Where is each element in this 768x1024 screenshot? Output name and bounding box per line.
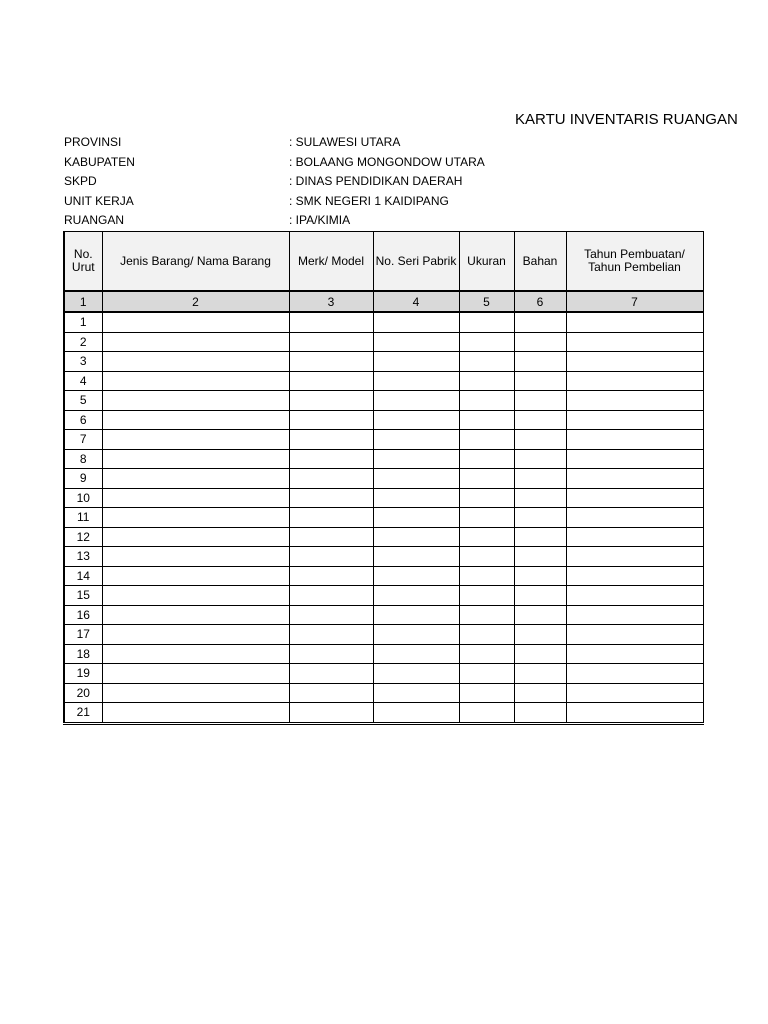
table-cell bbox=[514, 586, 566, 606]
table-cell bbox=[373, 703, 459, 724]
column-number-row bbox=[64, 291, 703, 312]
table-cell bbox=[289, 449, 373, 469]
info-value: : BOLAANG MONGONDOW UTARA bbox=[289, 154, 485, 169]
table-cell bbox=[102, 410, 289, 430]
table-cell bbox=[514, 449, 566, 469]
table-cell bbox=[373, 410, 459, 430]
table-cell bbox=[289, 430, 373, 450]
table-cell bbox=[459, 586, 514, 606]
info-label: RUANGAN bbox=[64, 213, 125, 228]
inventory-table-container bbox=[63, 231, 702, 725]
table-cell bbox=[566, 644, 703, 664]
table-cell bbox=[459, 566, 514, 586]
table-cell bbox=[459, 644, 514, 664]
table-cell bbox=[102, 703, 289, 724]
table-cell bbox=[514, 312, 566, 332]
table-cell bbox=[289, 683, 373, 703]
row-number-cell: 2 bbox=[64, 332, 102, 352]
table-cell bbox=[289, 547, 373, 567]
column-number: 3 bbox=[289, 291, 373, 312]
table-cell bbox=[566, 703, 703, 724]
table-cell bbox=[373, 488, 459, 508]
info-label: KABUPATEN bbox=[64, 154, 135, 169]
table-row bbox=[64, 625, 703, 645]
table-row bbox=[64, 683, 703, 703]
table-cell bbox=[459, 625, 514, 645]
header-row bbox=[64, 232, 703, 292]
table-cell bbox=[373, 371, 459, 391]
table-cell bbox=[514, 703, 566, 724]
row-number-cell: 18 bbox=[64, 644, 102, 664]
row-number-cell: 16 bbox=[64, 605, 102, 625]
table-cell bbox=[289, 332, 373, 352]
table-cell bbox=[102, 430, 289, 450]
table-cell bbox=[566, 430, 703, 450]
table-cell bbox=[373, 683, 459, 703]
table-cell bbox=[102, 508, 289, 528]
table-cell bbox=[102, 683, 289, 703]
table-cell bbox=[459, 410, 514, 430]
table-row bbox=[64, 449, 703, 469]
table-row bbox=[64, 586, 703, 606]
table-cell bbox=[373, 547, 459, 567]
table-cell bbox=[289, 625, 373, 645]
table-cell bbox=[514, 391, 566, 411]
table-cell bbox=[102, 352, 289, 372]
row-number-cell: 17 bbox=[64, 625, 102, 645]
table-cell bbox=[459, 352, 514, 372]
table-cell bbox=[459, 703, 514, 724]
info-label: SKPD bbox=[64, 174, 97, 189]
table-cell bbox=[514, 605, 566, 625]
table-cell bbox=[514, 508, 566, 528]
table-cell bbox=[289, 586, 373, 606]
column-header-tahun: Tahun Pembuatan/ Tahun Pembelian bbox=[566, 232, 703, 292]
table-cell bbox=[373, 605, 459, 625]
table-row bbox=[64, 488, 703, 508]
table-cell bbox=[514, 430, 566, 450]
column-header-no-urut: No. Urut bbox=[64, 232, 102, 292]
table-row bbox=[64, 312, 703, 332]
table-cell bbox=[514, 352, 566, 372]
table-cell bbox=[459, 391, 514, 411]
column-number: 6 bbox=[514, 291, 566, 312]
table-cell bbox=[514, 547, 566, 567]
table-cell bbox=[102, 488, 289, 508]
table-cell bbox=[373, 566, 459, 586]
table-cell bbox=[373, 430, 459, 450]
table-cell bbox=[373, 332, 459, 352]
column-header-jenis-barang: Jenis Barang/ Nama Barang bbox=[102, 232, 289, 292]
info-value: : IPA/KIMIA bbox=[289, 213, 351, 228]
table-cell bbox=[459, 371, 514, 391]
table-cell bbox=[102, 605, 289, 625]
table-cell bbox=[289, 371, 373, 391]
table-row bbox=[64, 508, 703, 528]
table-cell bbox=[566, 488, 703, 508]
table-cell bbox=[566, 410, 703, 430]
table-cell bbox=[102, 586, 289, 606]
table-cell bbox=[566, 625, 703, 645]
table-cell bbox=[459, 488, 514, 508]
table-cell bbox=[102, 469, 289, 489]
table-cell bbox=[514, 469, 566, 489]
table-cell bbox=[459, 605, 514, 625]
column-number: 2 bbox=[102, 291, 289, 312]
table-cell bbox=[566, 391, 703, 411]
table-cell bbox=[459, 508, 514, 528]
row-number-cell: 10 bbox=[64, 488, 102, 508]
table-cell bbox=[289, 527, 373, 547]
column-number: 1 bbox=[64, 291, 102, 312]
column-number: 4 bbox=[373, 291, 459, 312]
table-cell bbox=[514, 332, 566, 352]
table-cell bbox=[289, 312, 373, 332]
row-number-cell: 4 bbox=[64, 371, 102, 391]
row-number-cell: 15 bbox=[64, 586, 102, 606]
table-row bbox=[64, 352, 703, 372]
table-row bbox=[64, 410, 703, 430]
table-cell bbox=[566, 547, 703, 567]
table-cell bbox=[566, 352, 703, 372]
table-cell bbox=[459, 430, 514, 450]
table-cell bbox=[566, 449, 703, 469]
table-cell bbox=[459, 527, 514, 547]
table-cell bbox=[289, 488, 373, 508]
table-cell bbox=[373, 391, 459, 411]
row-number-cell: 19 bbox=[64, 664, 102, 684]
column-header-merk-model: Merk/ Model bbox=[289, 232, 373, 292]
row-number-cell: 14 bbox=[64, 566, 102, 586]
table-cell bbox=[289, 644, 373, 664]
row-number-cell: 11 bbox=[64, 508, 102, 528]
table-cell bbox=[102, 449, 289, 469]
table-cell bbox=[373, 508, 459, 528]
row-number-cell: 7 bbox=[64, 430, 102, 450]
row-number-cell: 5 bbox=[64, 391, 102, 411]
table-cell bbox=[514, 410, 566, 430]
table-cell bbox=[373, 449, 459, 469]
row-number-cell: 3 bbox=[64, 352, 102, 372]
table-row bbox=[64, 527, 703, 547]
table-row bbox=[64, 391, 703, 411]
table-cell bbox=[373, 352, 459, 372]
table-cell bbox=[459, 683, 514, 703]
table-cell bbox=[459, 547, 514, 567]
table-cell bbox=[102, 566, 289, 586]
table-cell bbox=[566, 527, 703, 547]
table-cell bbox=[289, 352, 373, 372]
table-row bbox=[64, 566, 703, 586]
row-number-cell: 1 bbox=[64, 312, 102, 332]
table-cell bbox=[514, 527, 566, 547]
table-row bbox=[64, 605, 703, 625]
table-cell bbox=[566, 371, 703, 391]
table-cell bbox=[102, 371, 289, 391]
table-cell bbox=[514, 664, 566, 684]
table-cell bbox=[289, 605, 373, 625]
table-cell bbox=[566, 508, 703, 528]
table-cell bbox=[459, 469, 514, 489]
table-cell bbox=[373, 469, 459, 489]
table-cell bbox=[514, 566, 566, 586]
table-cell bbox=[289, 508, 373, 528]
table-cell bbox=[566, 664, 703, 684]
table-cell bbox=[289, 664, 373, 684]
table-cell bbox=[514, 488, 566, 508]
info-label: UNIT KERJA bbox=[64, 193, 134, 208]
document-title: KARTU INVENTARIS RUANGAN bbox=[515, 111, 738, 128]
table-row bbox=[64, 644, 703, 664]
column-header-ukuran: Ukuran bbox=[459, 232, 514, 292]
table-cell bbox=[373, 664, 459, 684]
table-cell bbox=[373, 586, 459, 606]
table-cell bbox=[289, 410, 373, 430]
table-cell bbox=[373, 527, 459, 547]
table-row bbox=[64, 703, 703, 724]
table-cell bbox=[459, 332, 514, 352]
table-row bbox=[64, 664, 703, 684]
row-number-cell: 21 bbox=[64, 703, 102, 724]
table-cell bbox=[514, 371, 566, 391]
table-cell bbox=[373, 312, 459, 332]
table-row bbox=[64, 371, 703, 391]
table-cell bbox=[566, 469, 703, 489]
column-number: 5 bbox=[459, 291, 514, 312]
info-value: : SMK NEGERI 1 KAIDIPANG bbox=[289, 193, 449, 208]
table-cell bbox=[514, 625, 566, 645]
table-cell bbox=[102, 312, 289, 332]
column-number: 7 bbox=[566, 291, 703, 312]
table-cell bbox=[102, 644, 289, 664]
table-cell bbox=[102, 391, 289, 411]
row-number-cell: 20 bbox=[64, 683, 102, 703]
table-cell bbox=[373, 644, 459, 664]
info-label: PROVINSI bbox=[64, 135, 122, 149]
table-cell bbox=[459, 664, 514, 684]
table-cell bbox=[514, 644, 566, 664]
info-value: : DINAS PENDIDIKAN DAERAH bbox=[289, 174, 463, 189]
table-cell bbox=[566, 586, 703, 606]
table-cell bbox=[566, 332, 703, 352]
table-cell bbox=[102, 332, 289, 352]
table-cell bbox=[566, 566, 703, 586]
row-number-cell: 13 bbox=[64, 547, 102, 567]
table-cell bbox=[102, 527, 289, 547]
table-cell bbox=[102, 625, 289, 645]
table-cell bbox=[459, 449, 514, 469]
table-cell bbox=[514, 683, 566, 703]
table-cell bbox=[566, 605, 703, 625]
column-header-no-seri-pabrik: No. Seri Pabrik bbox=[373, 232, 459, 292]
table-row bbox=[64, 469, 703, 489]
table-cell bbox=[102, 547, 289, 567]
info-value: : SULAWESI UTARA bbox=[289, 135, 401, 149]
inventory-table bbox=[63, 231, 704, 725]
table-cell bbox=[289, 469, 373, 489]
table-row bbox=[64, 547, 703, 567]
table-cell bbox=[289, 566, 373, 586]
row-number-cell: 12 bbox=[64, 527, 102, 547]
table-row bbox=[64, 332, 703, 352]
table-cell bbox=[566, 312, 703, 332]
table-cell bbox=[102, 664, 289, 684]
row-number-cell: 8 bbox=[64, 449, 102, 469]
table-cell bbox=[459, 312, 514, 332]
row-number-cell: 6 bbox=[64, 410, 102, 430]
table-body bbox=[64, 312, 703, 723]
table-cell bbox=[289, 703, 373, 724]
column-header-bahan: Bahan bbox=[514, 232, 566, 292]
table-cell bbox=[566, 683, 703, 703]
row-number-cell: 9 bbox=[64, 469, 102, 489]
table-cell bbox=[373, 625, 459, 645]
table-row bbox=[64, 430, 703, 450]
table-cell bbox=[289, 391, 373, 411]
